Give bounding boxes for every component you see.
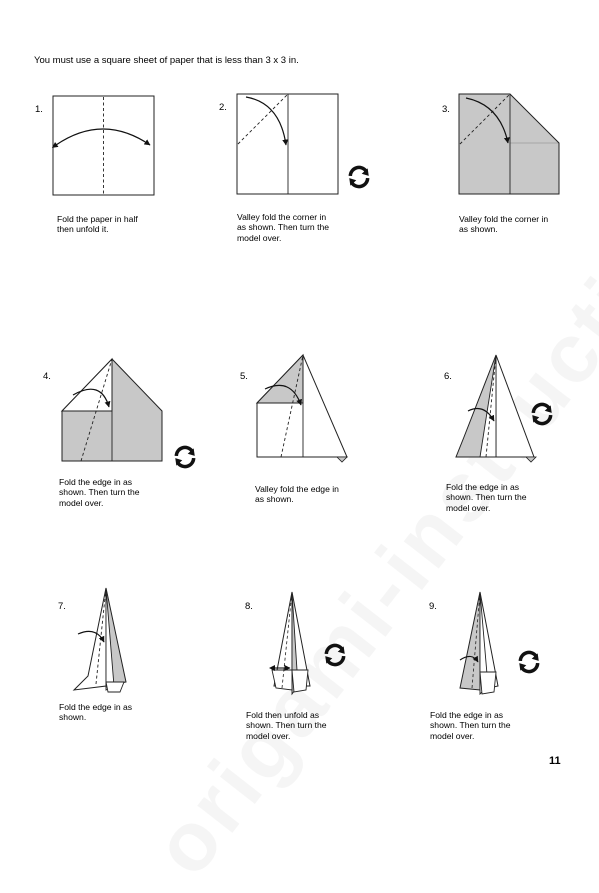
step-caption: Fold the paper in half then unfold it. [57, 214, 138, 235]
step-3-diagram [458, 93, 562, 196]
step-caption: Fold the edge in as shown. Then turn the model over. [430, 710, 511, 741]
turn-over-icon [346, 164, 372, 190]
step-8-diagram [268, 590, 316, 700]
step-number: 2. [219, 102, 227, 113]
turn-over-icon [172, 444, 198, 470]
turn-over-icon [529, 401, 555, 427]
step-9-diagram [456, 590, 504, 700]
step-number: 9. [429, 601, 437, 612]
intro-text: You must use a square sheet of paper that is less than 3 x 3 in. [34, 55, 299, 66]
page-number: 11 [549, 755, 561, 767]
step-number: 5. [240, 371, 248, 382]
step-caption: Fold then unfold as shown. Then turn the model over. [246, 710, 327, 741]
step-caption: Valley fold the corner in as shown. Then turn the model over. [237, 212, 330, 243]
step-4-diagram [61, 357, 165, 463]
step-number: 1. [35, 104, 43, 115]
step-1-diagram [52, 95, 156, 197]
step-number: 7. [58, 601, 66, 612]
step-2-diagram [236, 93, 340, 196]
step-number: 3. [442, 104, 450, 115]
step-caption: Fold the edge in as shown. Then turn the model over. [446, 482, 527, 513]
step-7-diagram [68, 586, 138, 698]
step-caption: Fold the edge in as shown. [59, 702, 133, 723]
step-5-diagram [255, 353, 353, 465]
step-number: 8. [245, 601, 253, 612]
step-caption: Valley fold the corner in as shown. [459, 214, 549, 235]
step-number: 4. [43, 371, 51, 382]
turn-over-icon [516, 649, 542, 675]
step-number: 6. [444, 371, 452, 382]
turn-over-icon [322, 642, 348, 668]
step-caption: Valley fold the edge in as shown. [255, 484, 339, 505]
step-caption: Fold the edge in as shown. Then turn the model over. [59, 477, 140, 508]
